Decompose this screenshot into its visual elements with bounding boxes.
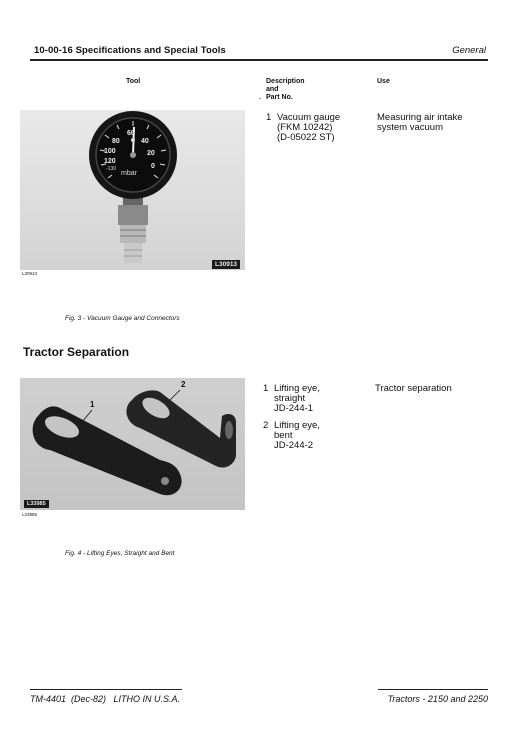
column-heading-tool: Tool <box>126 78 141 85</box>
item-use: Tractor separation <box>375 383 452 394</box>
vacuum-gauge-photo <box>20 110 245 270</box>
gauge-number: -130 <box>106 166 117 172</box>
column-heading-description-line: Part No. <box>266 94 293 101</box>
item-description-line: Lifting eye, <box>274 383 320 394</box>
footer-rule-left <box>30 689 182 690</box>
callout-number: 2 <box>181 380 186 389</box>
footer-rule-right <box>378 689 488 690</box>
gauge-number: 120 <box>104 158 116 165</box>
page-header-right: General <box>452 45 486 56</box>
section-title: Tractor Separation <box>23 345 130 359</box>
lifting-eyes-photo <box>20 378 245 510</box>
item-description-line: Lifting eye, <box>274 420 320 431</box>
column-heading-description <box>266 78 305 102</box>
column-heading-description-line: and <box>266 86 279 93</box>
item-number: 1 <box>266 112 272 123</box>
item-number: 1 <box>263 383 269 394</box>
item-description-line: (FKM 10242) <box>277 122 333 133</box>
item-description-line: Vacuum gauge <box>277 112 341 123</box>
item-number: 2 <box>263 420 269 431</box>
column-heading-use: Use <box>377 78 390 85</box>
item-use-line: system vacuum <box>377 122 443 133</box>
bullet-mark: - <box>259 96 262 103</box>
figure-3-image-label: L30913 <box>212 260 240 269</box>
gauge-unit: mbar <box>121 170 137 177</box>
item-use <box>377 113 463 133</box>
item-description <box>277 113 340 143</box>
item-description <box>274 421 320 451</box>
item-description <box>274 384 320 414</box>
figure-4-image-code: L23985 <box>22 512 38 517</box>
gauge-number: 40 <box>141 138 149 145</box>
figure-4-caption: Fig. 4 - Lifting Eyes, Straight and Bent <box>65 550 175 557</box>
figure-3-image-code: L30913 <box>22 271 38 276</box>
item-description-line: JD-244-1 <box>274 403 314 414</box>
gauge-number: 20 <box>147 150 155 157</box>
figure-4-image-label: L33985 <box>24 500 49 508</box>
gauge-number: 0 <box>151 163 155 170</box>
page-header-left: 10-00-16 Specifications and Special Tools <box>34 45 226 56</box>
footer-right: Tractors - 2150 and 2250 <box>387 694 488 704</box>
lifting-eyes-illustration <box>20 378 245 510</box>
item-description-line: straight <box>274 393 306 404</box>
gauge-number: 60 <box>127 130 135 137</box>
header-rule <box>30 59 488 61</box>
column-heading-description-line: Description <box>266 78 305 85</box>
gauge-number: 100 <box>104 148 116 155</box>
item-description-line: bent <box>274 430 293 441</box>
callout-number: 1 <box>90 400 95 409</box>
gauge-number: 80 <box>112 138 120 145</box>
footer-left: TM-4401 (Dec-82) LITHO IN U.S.A. <box>30 694 181 704</box>
item-description-line: (D-05022 ST) <box>277 132 335 143</box>
item-description-line: JD-244-2 <box>274 440 314 451</box>
figure-3-caption: Fig. 3 - Vacuum Gauge and Connectors <box>65 315 180 322</box>
item-use-line: Measuring air intake <box>377 112 463 123</box>
